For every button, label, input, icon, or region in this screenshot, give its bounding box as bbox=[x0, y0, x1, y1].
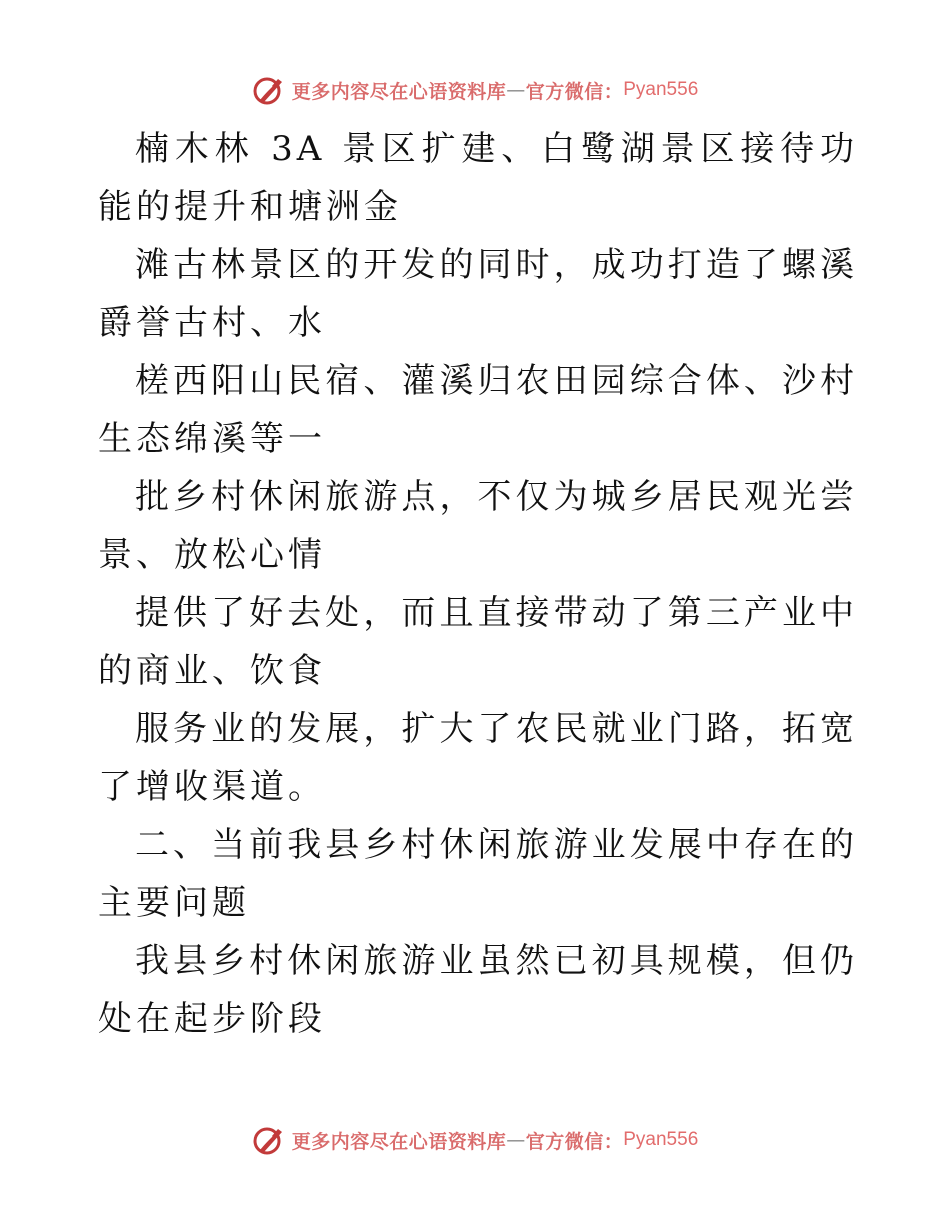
footer-brand-text: 更多内容尽在心语资料库 bbox=[291, 1130, 507, 1153]
footer-separator: — bbox=[506, 1129, 526, 1151]
header-brand-text: 更多内容尽在心语资料库 bbox=[291, 80, 507, 103]
paragraph-1: 楠木林 3A 景区扩建、白鹭湖景区接待功能的提升和塘洲金 bbox=[98, 129, 858, 227]
footer-channel-text: 官方微信： bbox=[525, 1130, 624, 1153]
footer-account-id: Pyan556 bbox=[623, 1129, 699, 1150]
paragraph-7: 我县乡村休闲旅游业虽然已初具规模，但仍处在起步阶段 bbox=[98, 941, 858, 1039]
quill-pen-logo-icon bbox=[252, 1123, 286, 1157]
paragraph-4: 批乡村休闲旅游点，不仅为城乡居民观光尝景、放松心情 bbox=[98, 477, 858, 575]
paragraph-6: 服务业的发展，扩大了农民就业门路，拓宽了增收渠道。 bbox=[98, 709, 858, 807]
header-watermark-banner bbox=[0, 70, 950, 110]
section-heading: 二、当前我县乡村休闲旅游业发展中存在的主要问题 bbox=[98, 825, 858, 923]
paragraph-2: 滩古林景区的开发的同时，成功打造了螺溪爵誉古村、水 bbox=[98, 245, 858, 343]
paragraph-5: 提供了好去处，而且直接带动了第三产业中的商业、饮食 bbox=[98, 593, 858, 691]
document-body bbox=[98, 120, 858, 1048]
header-separator: — bbox=[506, 79, 526, 101]
header-channel-text: 官方微信： bbox=[525, 80, 624, 103]
paragraph-3: 槎西阳山民宿、灌溪归农田园综合体、沙村生态绵溪等一 bbox=[98, 361, 858, 459]
footer-watermark-banner bbox=[0, 1120, 950, 1160]
quill-pen-logo-icon bbox=[252, 73, 286, 107]
header-account-id: Pyan556 bbox=[623, 79, 699, 100]
